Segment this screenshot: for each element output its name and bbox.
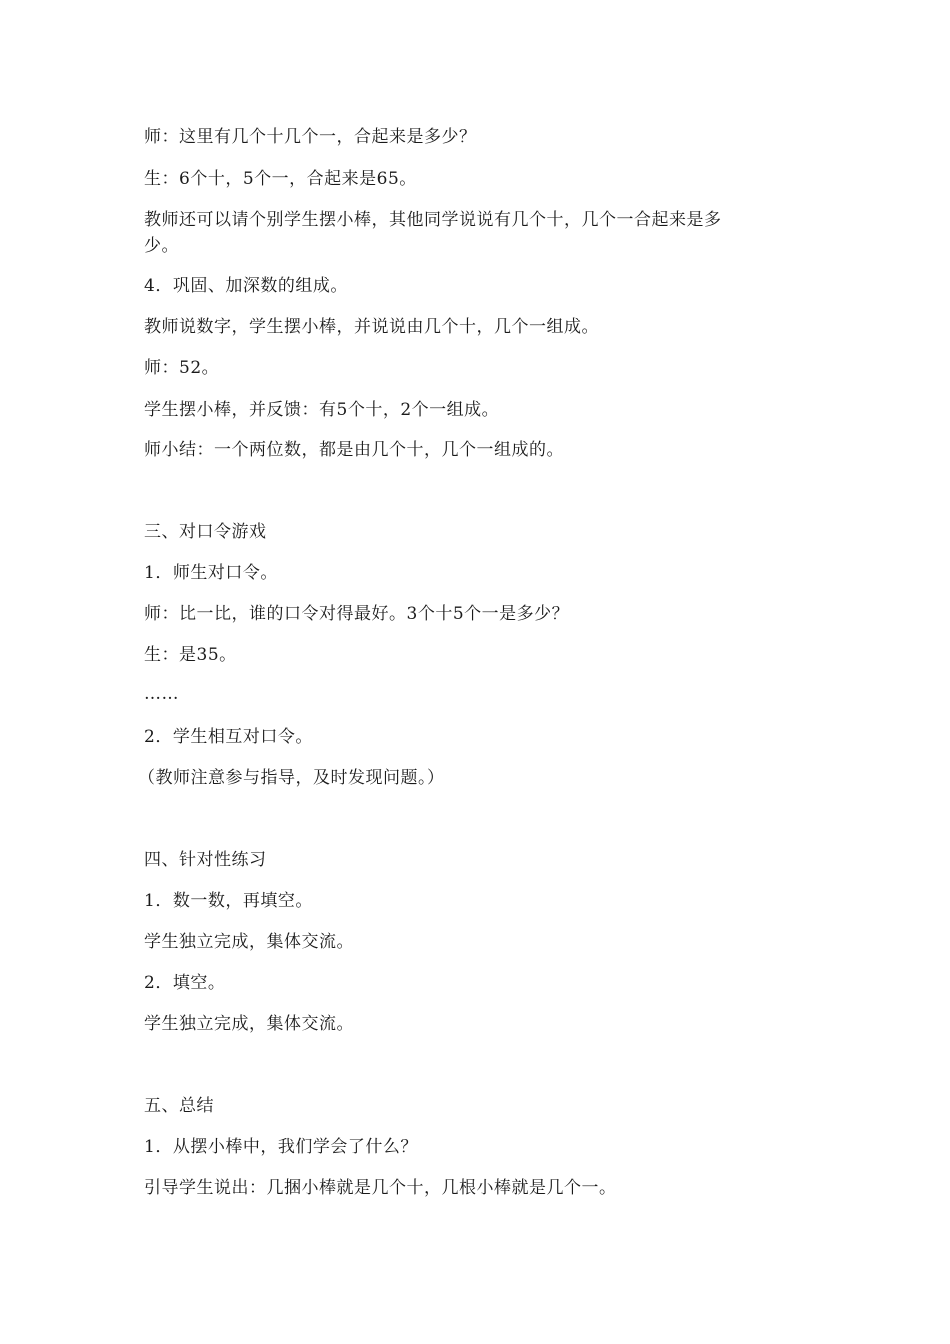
text-line: 师：这里有几个十几个一，合起来是多少？	[144, 127, 477, 147]
list-item: 4．巩固、加深数的组成。	[144, 276, 348, 296]
text-line: （教师注意参与指导，及时发现问题。）	[138, 768, 445, 788]
list-item: 1．从摆小棒中，我们学会了什么？	[144, 1137, 418, 1157]
section-heading: 五、总结	[144, 1096, 214, 1116]
section-heading: 四、针对性练习	[144, 850, 267, 870]
list-item: 1．师生对口令。	[144, 563, 278, 583]
text-line: 教师还可以请个别学生摆小棒，其他同学说说有几个十，几个一合起来是多	[144, 210, 722, 230]
text-line: 引导学生说出：几捆小棒就是几个十，几根小棒就是几个一。	[144, 1178, 617, 1198]
ellipsis-line: ……	[144, 684, 179, 704]
text-line: 教师说数字，学生摆小棒，并说说由几个十，几个一组成。	[144, 317, 599, 337]
text-line: 生：是35。	[144, 645, 237, 665]
text-line: 师小结：一个两位数，都是由几个十，几个一组成的。	[144, 440, 564, 460]
list-item: 2．填空。	[144, 973, 226, 993]
text-line: 学生独立完成，集体交流。	[144, 1014, 354, 1034]
text-line: 师：52。	[144, 358, 220, 378]
list-item: 1．数一数，再填空。	[144, 891, 313, 911]
text-line: 学生独立完成，集体交流。	[144, 932, 354, 952]
list-item: 2．学生相互对口令。	[144, 727, 313, 747]
text-line: 生：6个十，5个一，合起来是65。	[144, 169, 417, 189]
section-heading: 三、对口令游戏	[144, 522, 267, 542]
text-line: 学生摆小棒，并反馈：有5个十，2个一组成。	[144, 400, 500, 420]
text-line: 少。	[144, 236, 179, 256]
text-line: 师：比一比，谁的口令对得最好。3个十5个一是多少？	[144, 604, 570, 624]
